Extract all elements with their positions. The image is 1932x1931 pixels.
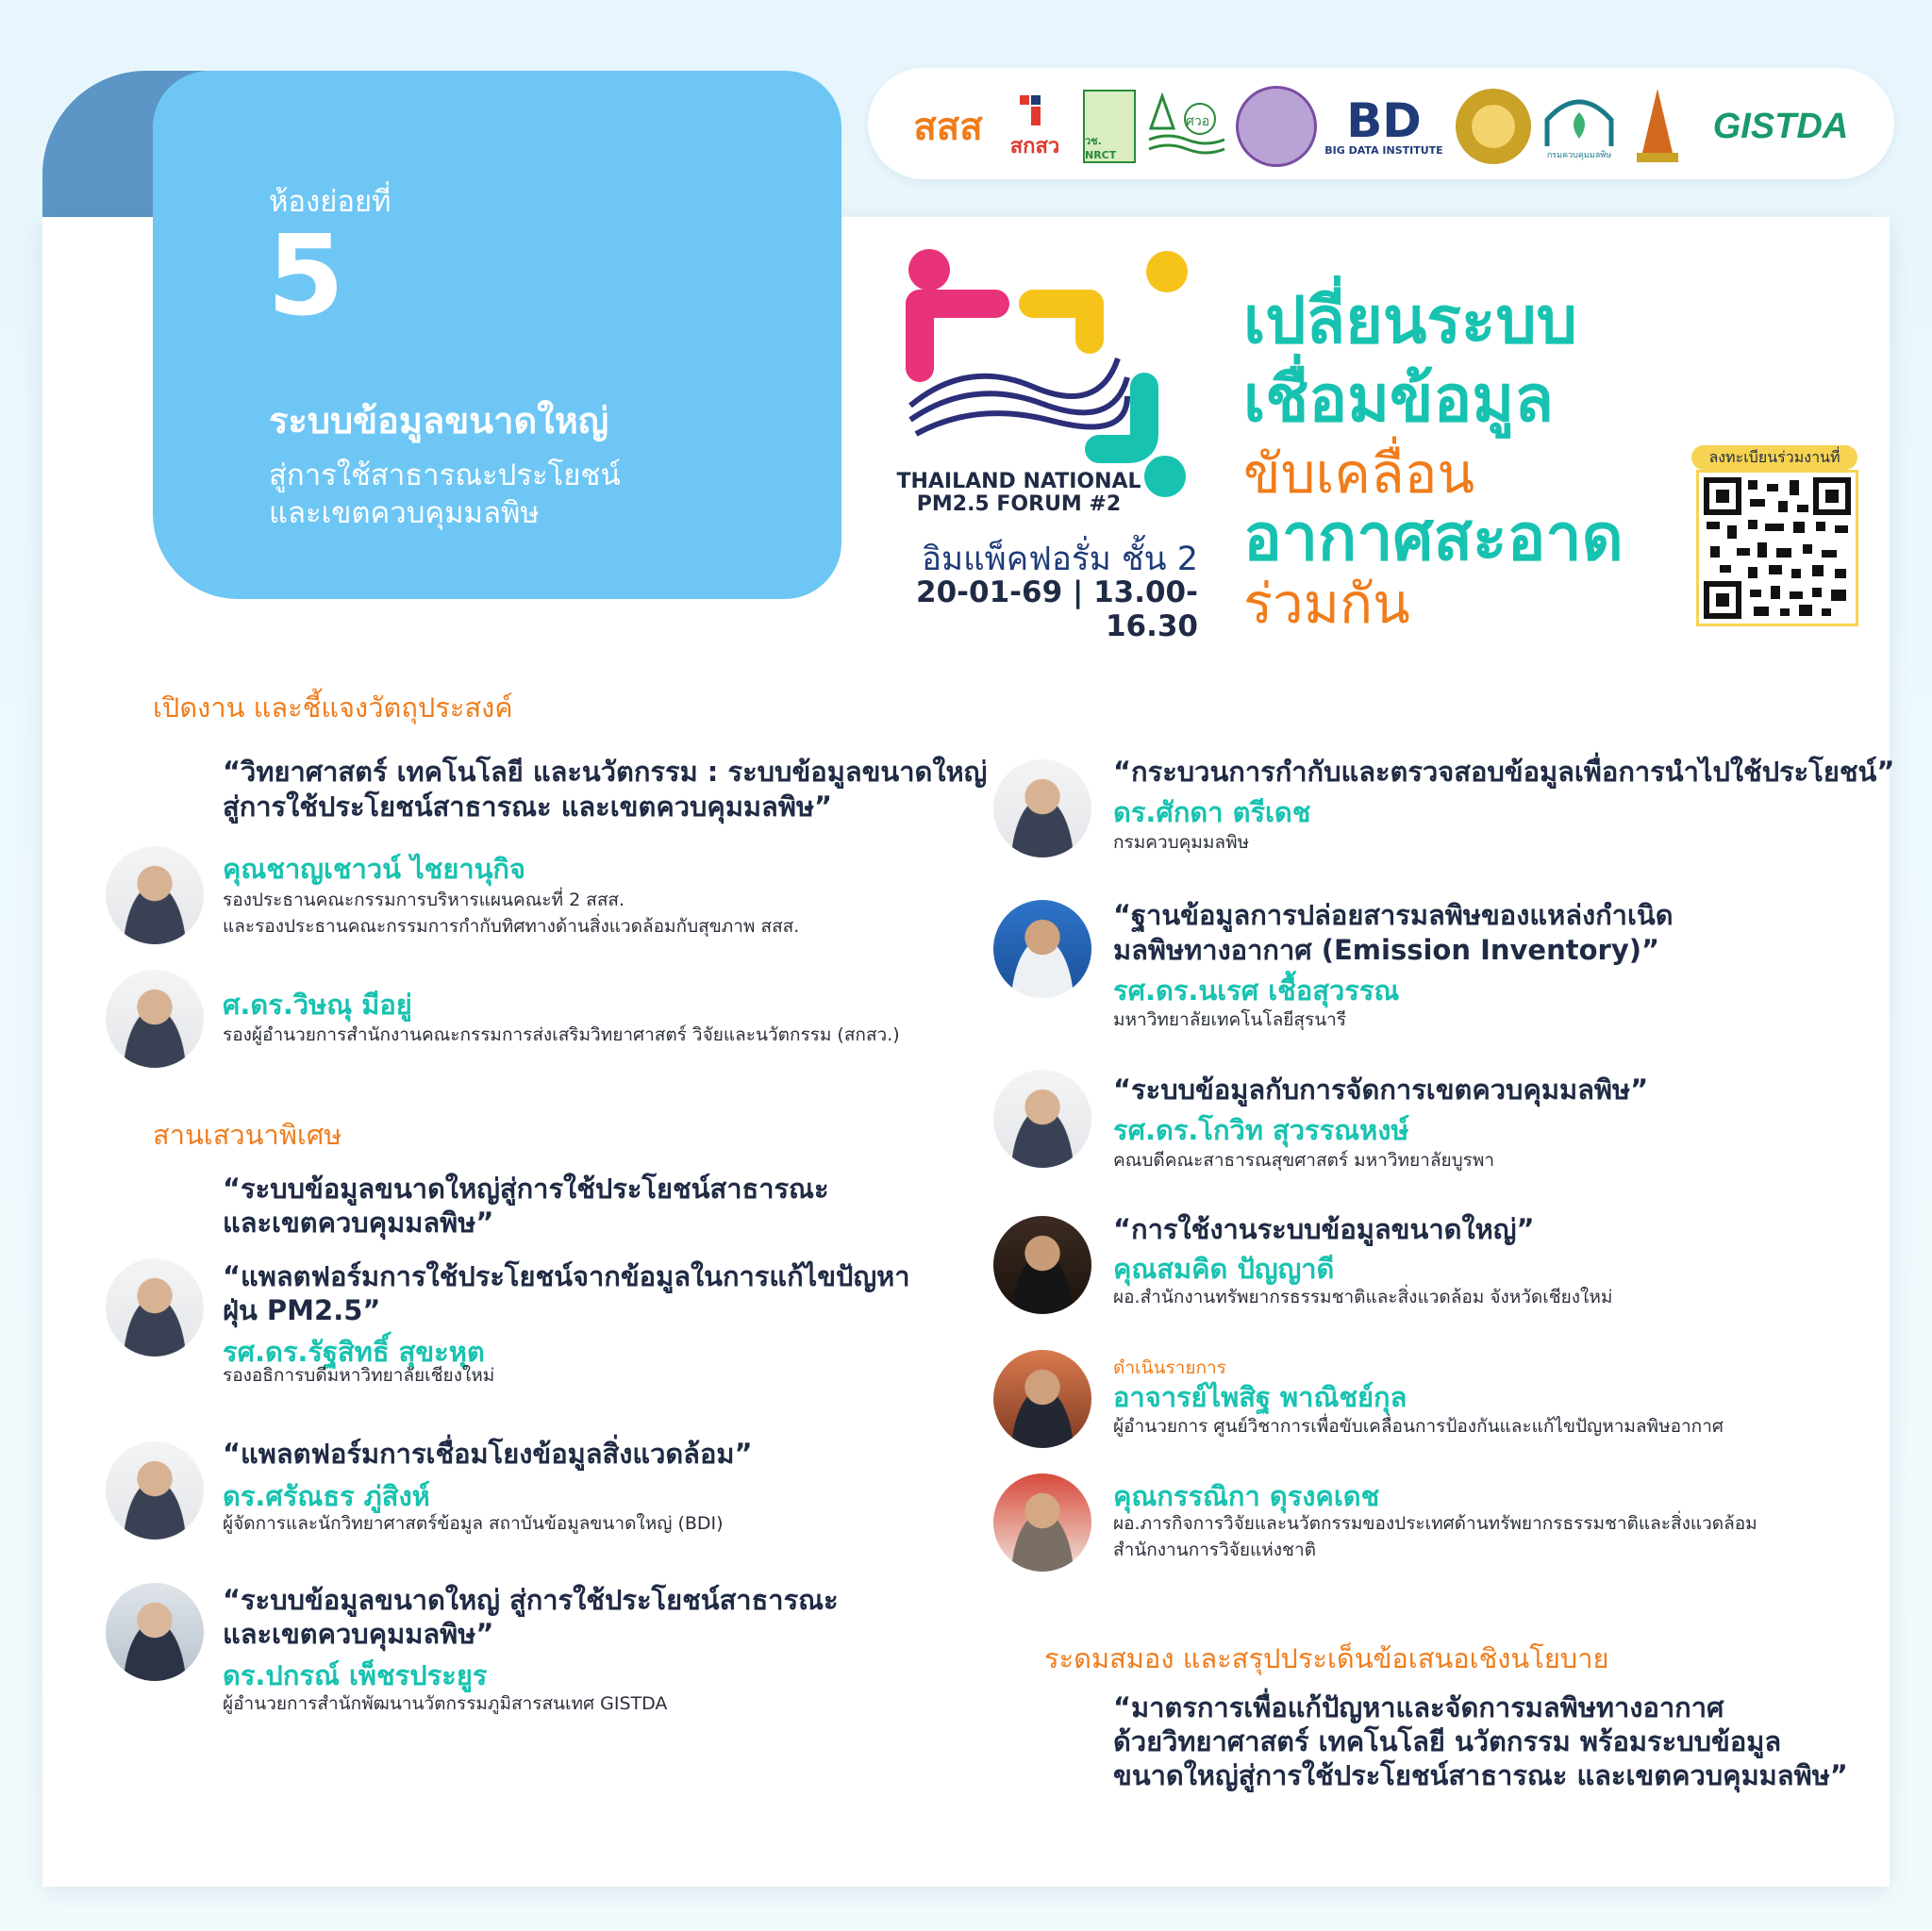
- headline-line4: อากาศสะอาด: [1243, 501, 1624, 575]
- panel-topic-line2: และเขตควบคุมมลพิษ”: [223, 1207, 494, 1239]
- cmu-logo: [1236, 87, 1317, 166]
- speaker-role: และรองประธานคณะกรรมการกำกับทิศทางด้านสิ่งแวดล้อมกับสุขภาพ สสส.: [223, 916, 800, 937]
- swo-logo: ศวอ: [1144, 87, 1227, 166]
- talk-title: “แพลตฟอร์มการเชื่อมโยงข้อมูลสิ่งแวดล้อม”: [223, 1438, 753, 1470]
- speaker-role: ผู้อำนวยการสำนักพัฒนานวัตกรรมภูมิสารสนเทศ GISTDA: [223, 1693, 668, 1714]
- university-seal-logo: [1453, 87, 1534, 166]
- avatar: [106, 1258, 204, 1357]
- speaker-name: รศ.ดร.รัฐสิทธิ์ สุขะหุต: [223, 1336, 485, 1368]
- temple-logo: [1624, 87, 1690, 166]
- talk-title: และเขตควบคุมมลพิษ”: [223, 1618, 494, 1650]
- talk-title: มลพิษทางอากาศ (Emission Inventory)”: [1113, 934, 1660, 966]
- speaker-role: ผอ.ภารกิจการวิจัยและนวัตกรรมของประเทศด้านทรัพยากรธรรมชาติและสิ่งแวดล้อม: [1113, 1513, 1757, 1534]
- speaker-role: รองผู้อำนวยการสำนักงานคณะกรรมการส่งเสริมวิทยาศาสตร์ วิจัยและนวัตกรรม (สกสว.): [223, 1024, 900, 1045]
- talk-title: ฝุ่น PM2.5”: [223, 1294, 381, 1326]
- panel-section-heading: สานเสวนาพิเศษ: [153, 1119, 342, 1151]
- speaker-name: ดร.ศรัณธร ภู่สิงห์: [223, 1480, 430, 1512]
- headline-line1: เปลี่ยนระบบ: [1243, 284, 1577, 358]
- headline-line2: เชื่อมข้อมูล: [1243, 362, 1554, 437]
- gistda-logo: GISTDA: [1712, 106, 1849, 146]
- opening-talk-line1: “วิทยาศาสตร์ เทคโนโลยี และนวัตกรรม : ระบบข้อมูลขนาดใหญ่: [223, 756, 988, 788]
- speaker-name: ดร.ศักดา ตรีเดช: [1113, 796, 1311, 828]
- room-title: ระบบข้อมูลขนาดใหญ่: [269, 400, 609, 441]
- avatar: [106, 1441, 204, 1540]
- speaker-name: คุณกรรณิกา ดุรงคเดช: [1113, 1480, 1380, 1512]
- qr-code-icon: [1699, 473, 1856, 624]
- forum-name-line1: THAILAND NATIONAL: [896, 470, 1141, 493]
- speaker-role: ผู้อำนวยการ ศูนย์วิชาการเพื่อขับเคลื่อนการป้องกันและแก้ไขปัญหามลพิษอากาศ: [1113, 1416, 1724, 1437]
- opening-talk-line2: สู่การใช้ประโยชน์สาธารณะ และเขตควบคุมมลพิษ”: [223, 791, 833, 823]
- closing-topic-line2: ด้วยวิทยาศาสตร์ เทคโนโลยี นวัตกรรม พร้อมระบบข้อมูล: [1113, 1725, 1782, 1757]
- pm25-forum-logo-icon: [901, 245, 1203, 500]
- bdi-logo: BD BIG DATA INSTITUTE: [1324, 92, 1443, 157]
- speaker-name: คุณสมคิด ปัญญาดี: [1113, 1253, 1335, 1285]
- avatar: [993, 900, 1091, 998]
- avatar: [993, 1216, 1091, 1314]
- speaker-name: อาจารย์ไพสิฐ พาณิชย์กุล: [1113, 1381, 1407, 1413]
- speaker-name: รศ.ดร.โกวิท สุวรรณหงษ์: [1113, 1114, 1409, 1146]
- opening-section-heading: เปิดงาน และชี้แจงวัตถุประสงค์: [153, 691, 513, 724]
- event-datetime: 20-01-69 | 13.00-16.30: [916, 575, 1198, 643]
- avatar: [106, 1583, 204, 1681]
- speaker-role: ผอ.สำนักงานทรัพยากรธรรมชาติและสิ่งแวดล้อม จังหวัดเชียงใหม่: [1113, 1287, 1613, 1307]
- arch-leaf-icon: [1541, 92, 1617, 148]
- speaker-role: คณบดีคณะสาธารณสุขศาสตร์ มหาวิทยาลัยบูรพา: [1113, 1150, 1495, 1171]
- room-label: ห้องย่อยที่: [269, 185, 391, 219]
- temple-icon: [1627, 87, 1688, 166]
- event-venue: อิมแพ็คฟอรั่ม ชั้น 2: [921, 541, 1198, 578]
- speaker-name: คุณชาญเชาวน์ ไชยานุกิจ: [223, 853, 525, 885]
- talk-title: “ระบบข้อมูลกับการจัดการเขตควบคุมมลพิษ”: [1113, 1074, 1649, 1106]
- tsri-logo: สกสว: [1002, 87, 1068, 166]
- pcd-logo: กรมควบคุมมลพิษ: [1540, 87, 1619, 166]
- talk-title: “การใช้งานระบบข้อมูลขนาดใหญ่”: [1113, 1213, 1535, 1245]
- speaker-role: กรมควบคุมมลพิษ: [1113, 832, 1250, 853]
- headline-line5: ร่วมกัน: [1243, 572, 1410, 636]
- room-subtitle-line2: และเขตควบคุมมลพิษ: [269, 496, 540, 530]
- talk-title: “กระบวนการกำกับและตรวจสอบข้อมูลเพื่อการนำไปใช้ประโยชน์”: [1113, 756, 1895, 788]
- avatar: [993, 1350, 1091, 1448]
- speaker-role: มหาวิทยาลัยเทคโนโลยีสุรนารี: [1113, 1009, 1347, 1030]
- speaker-role: สำนักงานการวิจัยแห่งชาติ: [1113, 1540, 1316, 1560]
- thaihealth-logo: สสส: [913, 107, 983, 148]
- speaker-role: รองอธิการบดีมหาวิทยาลัยเชียงใหม่: [223, 1365, 495, 1386]
- register-label: ลงทะเบียนร่วมงานที่: [1691, 445, 1857, 470]
- avatar: [106, 846, 204, 944]
- talk-title: “ระบบข้อมูลขนาดใหญ่ สู่การใช้ประโยชน์สาธารณะ: [223, 1584, 839, 1616]
- room-number: 5: [267, 210, 345, 341]
- speaker-name: ดร.ปกรณ์ เพ็ชรประยูร: [223, 1659, 488, 1691]
- talk-title: “แพลตฟอร์มการใช้ประโยชน์จากข้อมูลในการแก้ไขปัญหา: [223, 1260, 910, 1292]
- speaker-name: รศ.ดร.นเรศ เชื้อสุวรรณ: [1113, 974, 1400, 1007]
- room-subtitle-line1: สู่การใช้สาธารณะประโยชน์: [269, 458, 621, 492]
- avatar: [106, 970, 204, 1068]
- forum-name-line2: PM2.5 FORUM #2: [916, 492, 1122, 516]
- avatar: [993, 1473, 1091, 1572]
- talk-title: “ฐานข้อมูลการปล่อยสารมลพิษของแหล่งกำเนิด: [1113, 899, 1674, 931]
- closing-topic-line3: ขนาดใหญ่สู่การใช้ประโยชน์สาธารณะ และเขตควบคุมมลพิษ”: [1113, 1759, 1848, 1791]
- nrct-logo: วช. NRCT: [1083, 87, 1136, 166]
- avatar: [993, 759, 1091, 857]
- headline-line3: ขับเคลื่อน: [1243, 441, 1475, 506]
- avatar: [993, 1070, 1091, 1168]
- tsri-mark-icon: [1016, 92, 1054, 129]
- closing-topic-line1: “มาตรการเพื่อแก้ปัญหาและจัดการมลพิษทางอากาศ: [1113, 1691, 1724, 1723]
- register-qr-code[interactable]: [1696, 470, 1858, 626]
- speaker-role: รองประธานคณะกรรมการบริหารแผนคณะที่ 2 สสส.: [223, 890, 625, 910]
- speaker-role: ผู้จัดการและนักวิทยาศาสตร์ข้อมูล สถาบันข้อมูลขนาดใหญ่ (BDI): [223, 1513, 724, 1534]
- panel-topic-line1: “ระบบข้อมูลขนาดใหญ่สู่การใช้ประโยชน์สาธารณะ: [223, 1173, 829, 1205]
- closing-section-heading: ระดมสมอง และสรุปประเด็นข้อเสนอเชิงนโยบาย: [1044, 1642, 1609, 1674]
- speaker-name: ศ.ดร.วิษณุ มีอยู่: [223, 989, 412, 1021]
- moderator-label: ดำเนินรายการ: [1113, 1357, 1226, 1378]
